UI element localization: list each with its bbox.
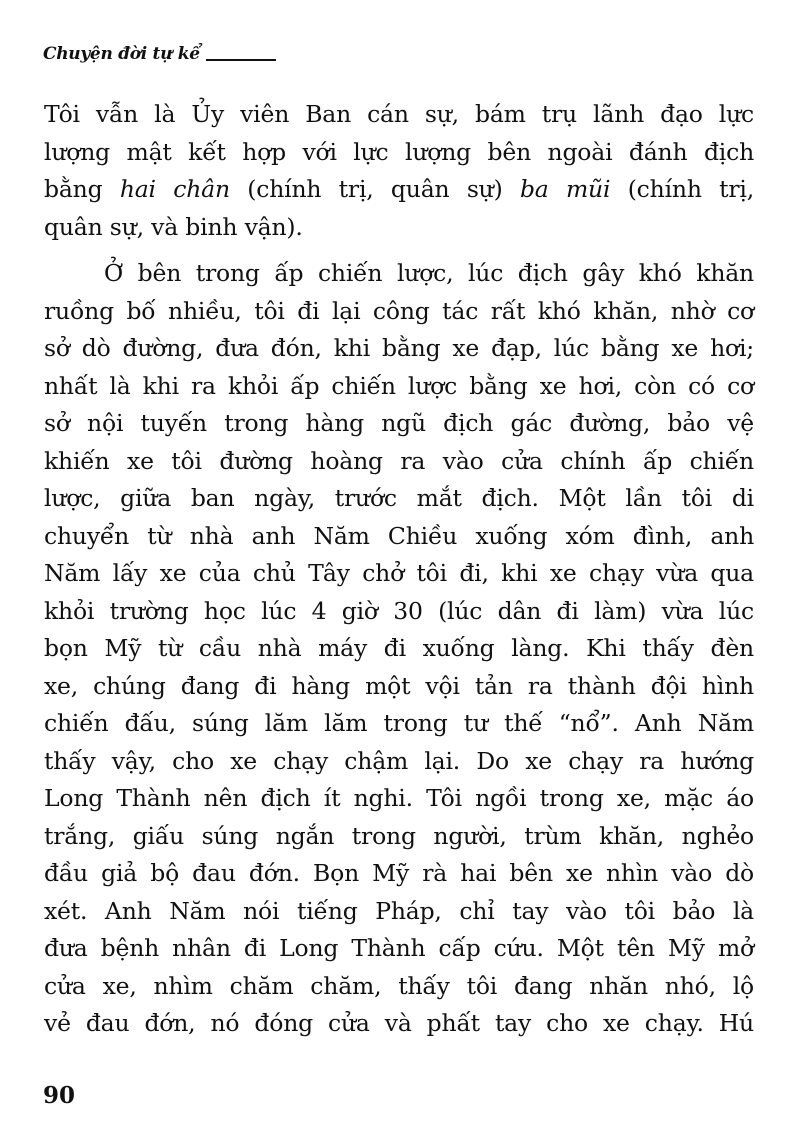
italic-term: ba mũi (519, 175, 611, 203)
running-title: Chuyện đời tự kể (43, 44, 200, 64)
body-text (44, 96, 754, 1043)
text-run: (chính trị, quân sự) (229, 175, 520, 203)
text-run: bằng (44, 175, 120, 203)
text-line: chiến đấu, súng lăm lăm trong tư thế “nổ”. Anh Năm (44, 709, 754, 737)
text-line: bọn Mỹ từ cầu nhà máy đi xuống làng. Khi thấy đèn (44, 634, 754, 662)
text-line: Long Thành nên địch ít nghi. Tôi ngồi trong xe, mặc áo (44, 784, 754, 812)
text-line: lược, giữa ban ngày, trước mắt địch. Một lần tôi di (44, 484, 754, 512)
text-line: xét. Anh Năm nói tiếng Pháp, chỉ tay vào tôi bảo là (44, 896, 754, 925)
text-line: khỏi trường học lúc 4 giờ 30 (lúc dân đi làm) vừa lúc (44, 596, 754, 625)
text-line: Tôi vẫn là Ủy viên Ban cán sự, bám trụ lãnh đạo lực (44, 100, 754, 128)
text-line (44, 171, 754, 209)
header-rule (206, 59, 276, 61)
text-line: sở dò đường, đưa đón, khi bằng xe đạp, lúc bằng xe hơi; (44, 334, 754, 362)
running-header (43, 44, 276, 64)
text-line: quân sự, và binh vận). (44, 212, 303, 241)
text-line: ruồng bố nhiều, tôi đi lại công tác rất khó khăn, nhờ cơ (44, 296, 754, 325)
text-line: lượng mật kết hợp với lực lượng bên ngoài đánh địch (44, 137, 754, 166)
text-line: nhất là khi ra khỏi ấp chiến lược bằng xe hơi, còn có cơ (44, 371, 754, 400)
text-run: (chính trị, (610, 175, 754, 203)
text-line: sở nội tuyến trong hàng ngũ địch gác đường, bảo vệ (44, 409, 754, 437)
text-line: chuyển từ nhà anh Năm Chiều xuống xóm đình, anh (44, 521, 754, 550)
page-number: 90 (43, 1082, 76, 1109)
text-line: cửa xe, nhìm chăm chăm, thấy tôi đang nhăn nhó, lộ (44, 971, 754, 1000)
text-line: thấy vậy, cho xe chạy chậm lại. Do xe chạy ra hướng (44, 746, 754, 775)
text-line: Năm lấy xe của chủ Tây chở tôi đi, khi xe chạy vừa qua (44, 559, 754, 587)
text-line: Ở bên trong ấp chiến lược, lúc địch gây khó khăn (104, 259, 754, 287)
text-line: đầu giả bộ đau đớn. Bọn Mỹ rà hai bên xe nhìn vào dò (44, 859, 754, 887)
text-line: trắng, giấu súng ngắn trong người, trùm khăn, nghẻo (44, 821, 754, 850)
italic-term: hai chân (119, 175, 230, 203)
text-line: xe, chúng đang đi hàng một vội tản ra thành đội hình (44, 671, 754, 700)
text-line: vẻ đau đớn, nó đóng cửa và phất tay cho xe chạy. Hú (44, 1009, 754, 1037)
text-line: đưa bệnh nhân đi Long Thành cấp cứu. Một tên Mỹ mở (44, 934, 754, 962)
text-line: khiến xe tôi đường hoàng ra vào cửa chính ấp chiến (44, 446, 754, 475)
